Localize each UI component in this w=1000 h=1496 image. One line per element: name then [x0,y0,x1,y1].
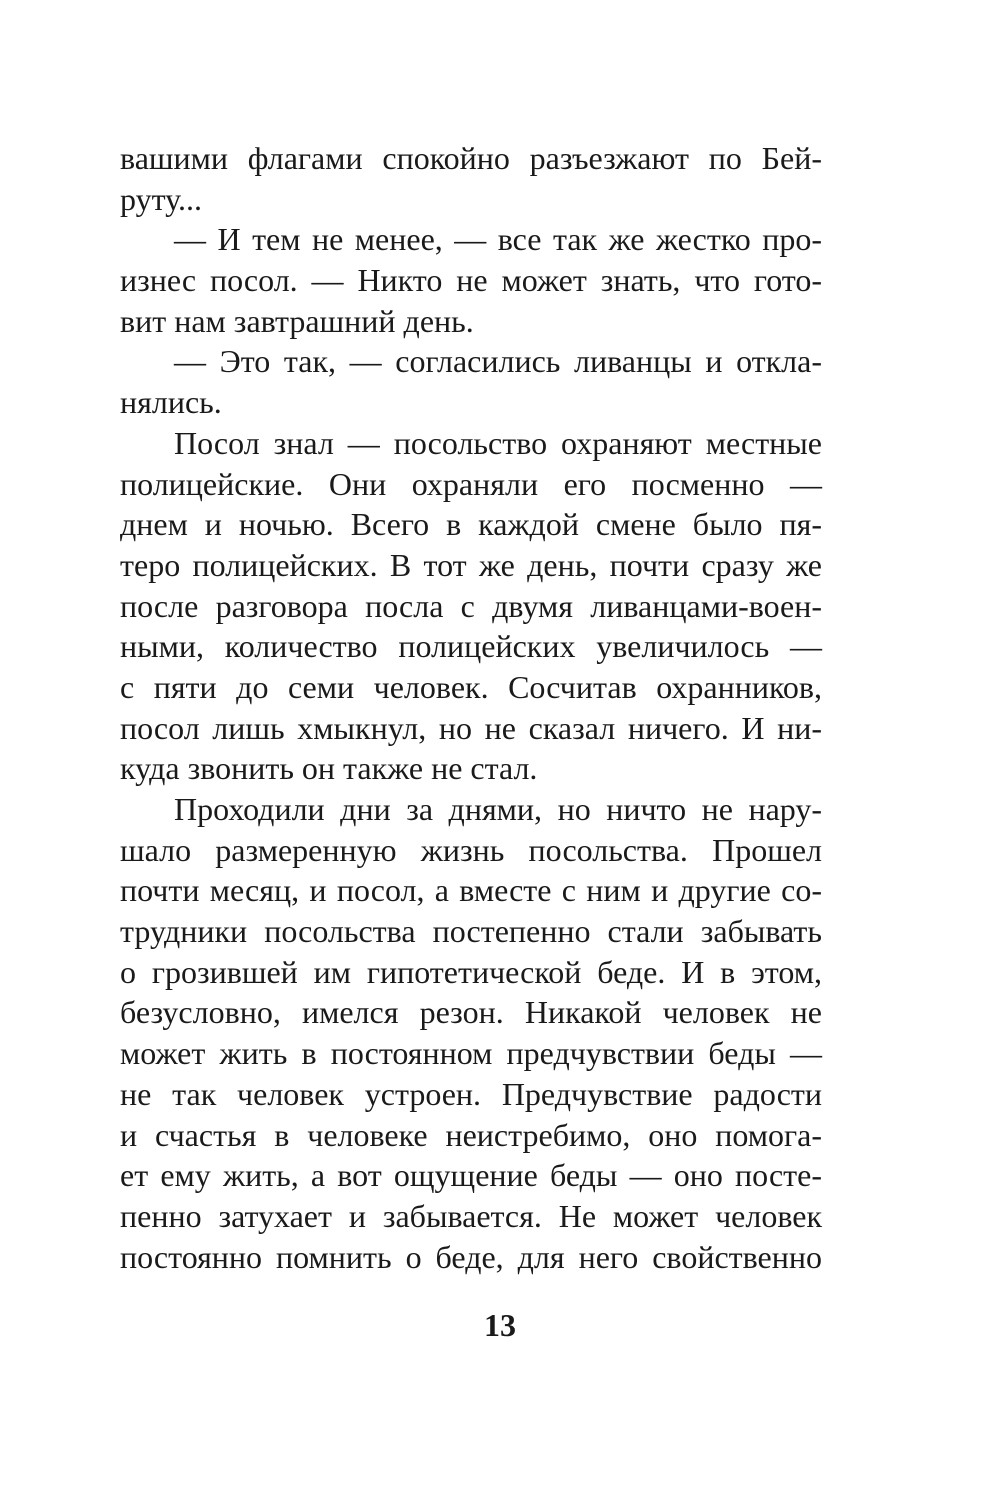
page-number: 13 [484,1307,516,1343]
text-line: постоянно помнить о беде, для него свойственно [120,1238,822,1275]
text-line: куда звонить он также не стал. [120,750,538,787]
text-line: Проходили дни за днями, но ничто не нару- [174,791,822,827]
text-line: посол лишь хмыкнул, но не сказал ничего. И ни- [120,709,822,746]
body-text [120,138,822,1277]
text-line: не так человек устроен. Предчувствие радости [120,1075,822,1112]
text-line: пенно затухает и забывается. Не может человек [120,1197,822,1234]
text-line: ет ему жить, а вот ощущение беды — оно посте- [120,1157,822,1194]
text-line: после разговора посла с двумя ливанцами-воен- [120,587,822,624]
text-line: руту... [120,180,202,217]
text-line: нялись. [120,384,222,421]
text-line: может жить в постоянном предчувствии беды — [120,1035,822,1072]
text-line: с пяти до семи человек. Сосчитав охранников, [120,668,822,705]
text-line: днем и ночью. Всего в каждой смене было пя- [120,506,822,543]
text-line: изнес посол. — Никто не может знать, что гото- [120,262,822,299]
text-line: — Это так, — согласились ливанцы и откла- [174,343,822,380]
text-line: безусловно, имелся резон. Никакой человек не [120,994,822,1031]
text-line: Посол знал — посольство охраняют местные [174,424,822,461]
text-line: шало размеренную жизнь посольства. Прошел [120,831,822,868]
text-line: вит нам завтрашний день. [120,302,474,339]
text-line: почти месяц, и посол, а вместе с ним и другие со- [120,872,822,909]
text-line: ными, количество полицейских увеличилось — [120,628,822,665]
text-line: о грозившей им гипотетической беде. И в этом, [120,953,822,990]
text-line: вашими флагами спокойно разъезжают по Бей- [120,140,822,176]
text-line: полицейские. Они охраняли его посменно — [120,465,822,502]
text-line: трудники посольства постепенно стали забывать [120,913,822,950]
text-line: и счастья в человеке неистребимо, оно помога- [120,1116,822,1153]
text-line: теро полицейских. В тот же день, почти сразу же [120,546,822,583]
text-line: — И тем не менее, — все так же жестко про- [174,221,822,258]
